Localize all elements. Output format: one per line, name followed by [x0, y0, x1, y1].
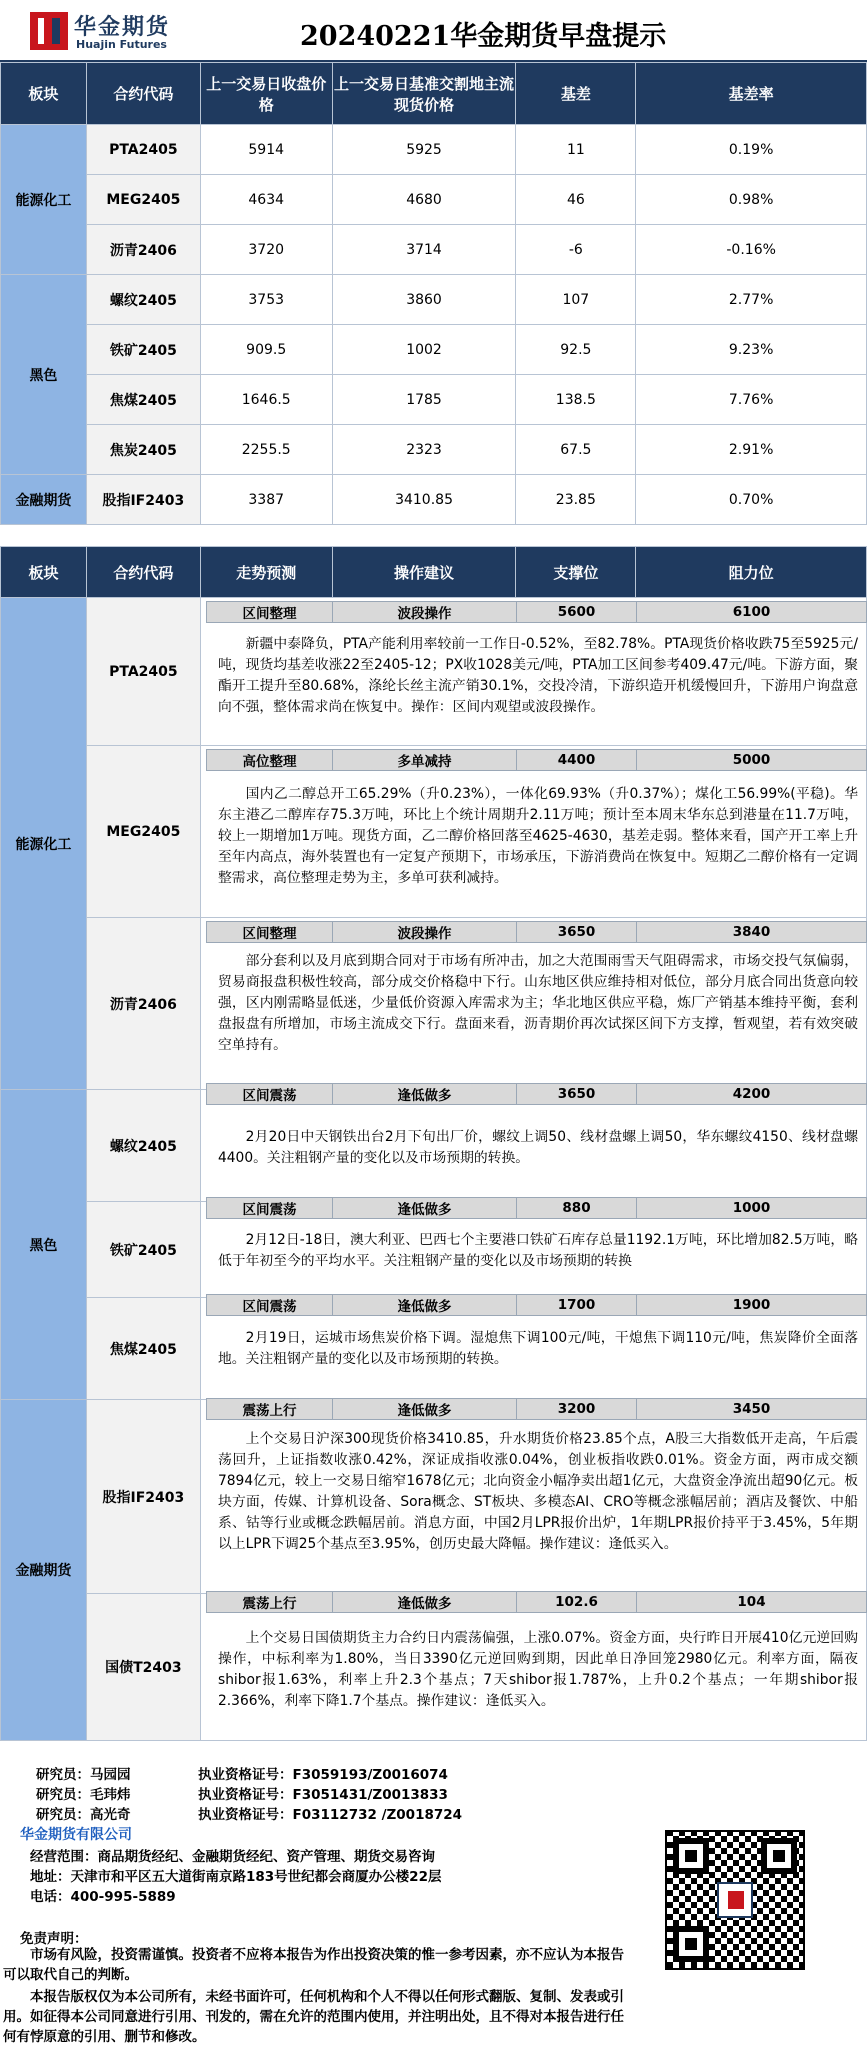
basis: 46: [516, 175, 636, 225]
license-label: 执业资格证号：: [198, 1787, 293, 1803]
commentary-text: 2月12日-18日，澳大利亚、巴西七个主要港口铁矿石库存总量1192.1万吨，环比增加82.5万吨，略低于年初至今的平均水平。关注粗钢产量的变化以及市场预期的转换: [218, 1232, 858, 1269]
contract-code: MEG2405: [86, 746, 200, 918]
indicator-strip: [206, 1591, 867, 1613]
col-header-close: 上一交易日收盘价格: [200, 63, 332, 125]
trend-value: 高位整理: [207, 750, 333, 771]
col-header-sector: 板块: [1, 547, 87, 598]
col-header-resistance: 阻力位: [636, 547, 867, 598]
trend-value: 震荡上行: [207, 1592, 333, 1613]
indicator-strip: [206, 749, 867, 771]
commentary-text: 上个交易日沪深300现货价格3410.85，升水期货价格23.85个点，A股三大指数低开走高，午后震荡回升，上证指数收涨0.42%，深证成指收涨0.04%，创业板指收跌0.01%。资金方面，两市成交额7894亿元，较上一交易日缩窄1678亿元；北向资金小幅净卖出超1亿元，大盘资金净流出超90亿元。板块方面，传媒、计算机设备、Sora概念、ST板块、多模态AI、CRO等概念涨幅居前；酒店及餐饮、中船系、钴等行业或概念跌幅居前。消息方面，中国2月LPR报价出炉，1年期LPR报价持平于3.45%，5年期以上LPR下调25个基点至3.95%，创历史最大降幅。操作建议：逢低买入。: [218, 1431, 858, 1552]
close-price: 3387: [200, 475, 332, 525]
footer: [0, 1741, 867, 2057]
commentary-text: 2月19日，运城市场焦炭价格下调。湿熄焦下调100元/吨，干熄焦下调110元/吨，焦炭降价全面落地。关注粗钢产量的变化以及市场预期的转换。: [218, 1330, 858, 1367]
col-header-basis: 基差: [516, 63, 636, 125]
indicator-strip: [206, 601, 867, 623]
commentary-text: 新疆中泰降负，PTA产能利用率较前一工作日-0.52%，至82.78%。PTA现货价格收跌75至5925元/吨，现货均基差收涨22至2405-12；PX收1028美元/吨，PTA加工区间参考409.47元/吨。下游方面，聚酯开工提升至80.68%，涤纶长丝主流产销30.1%，交投冷清，下游织造开机缓慢回升，下游用户询盘意向不强，整体需求尚在恢复中。操作：区间内观望或波段操作。: [218, 636, 858, 715]
table-row: [1, 275, 867, 325]
trend-value: 区间整理: [207, 922, 333, 943]
resistance-value: 1000: [637, 1198, 867, 1219]
disclaimer-text-1: 市场有风险，投资需谨慎。投资者不应将本报告为作出投资决策的惟一参考因素，亦不应认为本报告可以取代自己的判断。: [3, 1947, 624, 1983]
table-row: [1, 475, 867, 525]
sector-cell: 能源化工: [1, 125, 87, 275]
qr-code-icon: [665, 1830, 805, 1970]
support-value: 3650: [517, 1084, 637, 1105]
analyst-role: 研究员：: [36, 1787, 90, 1803]
analyst-row: [36, 1763, 131, 1783]
basis: 11: [516, 125, 636, 175]
trend-value: 区间整理: [207, 602, 333, 623]
advice-value: 波段操作: [333, 602, 517, 623]
spot-price: 3714: [332, 225, 516, 275]
analyst-name: 马园园: [90, 1767, 131, 1783]
license-id: F3051431/Z0013833: [292, 1787, 448, 1803]
table-row: [1, 425, 867, 475]
spot-price: 3410.85: [332, 475, 516, 525]
logo-text-cn: 华金期货: [74, 15, 171, 40]
resistance-value: 1900: [637, 1295, 867, 1316]
company-phone: 电话：400-995-5889: [30, 1889, 176, 1905]
table-row: [1, 325, 867, 375]
basis-rate: 2.91%: [636, 425, 867, 475]
basis-table: [0, 62, 867, 525]
contract-code: PTA2405: [86, 598, 200, 746]
spot-price: 2323: [332, 425, 516, 475]
spot-price: 1785: [332, 375, 516, 425]
analyst-license: [198, 1763, 448, 1783]
outlook-table-header: [1, 547, 867, 598]
spot-price: 1002: [332, 325, 516, 375]
close-price: 3720: [200, 225, 332, 275]
close-price: 4634: [200, 175, 332, 225]
contract-code: 螺纹2405: [86, 275, 200, 325]
contract-code: 股指IF2403: [86, 475, 200, 525]
basis: 92.5: [516, 325, 636, 375]
indicator-strip: [206, 1294, 867, 1316]
trend-value: 区间震荡: [207, 1084, 333, 1105]
support-value: 3650: [517, 922, 637, 943]
page-title: 20240221华金期货早盘提示: [300, 21, 667, 52]
advice-value: 逢低做多: [333, 1198, 517, 1219]
huajin-logo-icon: [30, 12, 68, 50]
col-header-code: 合约代码: [86, 547, 200, 598]
basis-rate: -0.16%: [636, 225, 867, 275]
sector-cell: 黑色: [1, 275, 87, 475]
close-price: 1646.5: [200, 375, 332, 425]
basis-rate: 0.98%: [636, 175, 867, 225]
col-header-trend: 走势预测: [200, 547, 332, 598]
basis: 23.85: [516, 475, 636, 525]
analyst-role: 研究员：: [36, 1807, 90, 1823]
resistance-value: 5000: [637, 750, 867, 771]
license-id: F03112732 /Z0018724: [292, 1807, 463, 1823]
resistance-value: 3840: [637, 922, 867, 943]
indicator-strip: [206, 921, 867, 943]
close-price: 5914: [200, 125, 332, 175]
close-price: 3753: [200, 275, 332, 325]
commentary-text: 部分套利以及月底到期合同对于市场有所冲击，加之大范围雨雪天气阻碍需求，市场交投气氛偏弱，贸易商报盘积极性较高，部分成交价格稳中下行。山东地区供应维持相对低位，部分月底合同出货意向较强，区内刚需略显低迷，少量低价资源入库需求为主；华北地区供应平稳，炼厂产销基本维持平衡，套利盘报盘有所增加，市场主流成交下行。盘面来看，沥青期价再次试探区间下方支撑，暂观望，若有效突破空单持有。: [218, 953, 858, 1053]
commentary-text: 2月20日中天钢铁出台2月下旬出厂价，螺纹上调50、线材盘螺上调50，华东螺纹4150、线材盘螺4400。关注粗钢产量的变化以及市场预期的转换。: [218, 1129, 858, 1166]
support-value: 3200: [517, 1399, 637, 1420]
company-address: 地址：天津市和平区五大道街南京路183号世纪都会商厦办公楼22层: [30, 1869, 442, 1885]
trend-value: 区间震荡: [207, 1295, 333, 1316]
sector-cell: 黑色: [1, 1090, 87, 1400]
advice-value: 波段操作: [333, 922, 517, 943]
advice-value: 逢低做多: [333, 1295, 517, 1316]
license-id: F3059193/Z0016074: [292, 1767, 448, 1783]
analyst-row: [36, 1783, 131, 1803]
contract-code: MEG2405: [86, 175, 200, 225]
analyst-name: 毛玮炜: [90, 1787, 131, 1803]
support-value: 5600: [517, 602, 637, 623]
col-header-sector: 板块: [1, 63, 87, 125]
license-label: 执业资格证号：: [198, 1807, 293, 1823]
basis: -6: [516, 225, 636, 275]
basis-rate: 7.76%: [636, 375, 867, 425]
advice-value: 多单减持: [333, 750, 517, 771]
resistance-value: 6100: [637, 602, 867, 623]
contract-code: 螺纹2405: [86, 1090, 200, 1202]
contract-code: 沥青2406: [86, 225, 200, 275]
resistance-value: 4200: [637, 1084, 867, 1105]
spot-price: 4680: [332, 175, 516, 225]
support-value: 4400: [517, 750, 637, 771]
close-price: 909.5: [200, 325, 332, 375]
basis-rate: 0.70%: [636, 475, 867, 525]
disclaimer-text-2: 本报告版权仅为本公司所有，未经书面许可，任何机构和个人不得以任何形式翻版、复制、发表或引用。如征得本公司同意进行引用、刊发的，需在允许的范围内使用，并注明出处，且不得对本报告进行任何有悖原意的引用、删节和修改。: [3, 1989, 624, 2045]
spot-price: 5925: [332, 125, 516, 175]
analyst-license: [198, 1783, 448, 1803]
indicator-strip: [206, 1398, 867, 1420]
basis-table-header: [1, 63, 867, 125]
resistance-value: 3450: [637, 1399, 867, 1420]
contract-code: 铁矿2405: [86, 325, 200, 375]
contract-code: 焦炭2405: [86, 425, 200, 475]
basis: 107: [516, 275, 636, 325]
contract-code: 焦煤2405: [86, 375, 200, 425]
table-row: [1, 175, 867, 225]
basis-rate: 2.77%: [636, 275, 867, 325]
resistance-value: 104: [637, 1592, 867, 1613]
analyst-license: [198, 1803, 462, 1823]
col-header-support: 支撑位: [516, 547, 636, 598]
business-scope: 经营范围：商品期货经纪、金融期货经纪、资产管理、期货交易咨询: [30, 1849, 435, 1865]
contract-code: 股指IF2403: [86, 1400, 200, 1594]
contract-code: 沥青2406: [86, 918, 200, 1090]
col-header-basis-rate: 基差率: [636, 63, 867, 125]
sector-cell: 金融期货: [1, 1400, 87, 1741]
support-value: 102.6: [517, 1592, 637, 1613]
company-name: 华金期货有限公司: [20, 1827, 132, 1843]
contract-code: 焦煤2405: [86, 1298, 200, 1400]
contract-code: 铁矿2405: [86, 1202, 200, 1298]
disclaimer-title: 免责声明：: [20, 1931, 88, 1947]
basis: 138.5: [516, 375, 636, 425]
col-header-advice: 操作建议: [332, 547, 516, 598]
table-row: [1, 125, 867, 175]
table-row: [1, 375, 867, 425]
basis: 67.5: [516, 425, 636, 475]
contract-code: 国债T2403: [86, 1594, 200, 1741]
logo-text-en: Huajin Futures: [76, 38, 167, 51]
basis-rate: 0.19%: [636, 125, 867, 175]
support-value: 880: [517, 1198, 637, 1219]
advice-value: 逢低做多: [333, 1399, 517, 1420]
analyst-role: 研究员：: [36, 1767, 90, 1783]
basis-rate: 9.23%: [636, 325, 867, 375]
analyst-name: 高光奇: [90, 1807, 131, 1823]
advice-value: 逢低做多: [333, 1084, 517, 1105]
spot-price: 3860: [332, 275, 516, 325]
col-header-code: 合约代码: [86, 63, 200, 125]
trend-value: 震荡上行: [207, 1399, 333, 1420]
license-label: 执业资格证号：: [198, 1767, 293, 1783]
analyst-row: [36, 1803, 131, 1823]
advice-value: 逢低做多: [333, 1592, 517, 1613]
col-header-spot: 上一交易日基准交割地主流现货价格: [332, 63, 516, 125]
commentary-text: 国内乙二醇总开工65.29%（升0.23%），一体化69.93%（升0.37%）；煤化工56.99%(平稳)。华东主港乙二醇库存75.3万吨，环比上个统计周期升2.11万吨；预计至本周末华东总到港量在11.7万吨，较上一期增加1万吨。现货方面，乙二醇价格回落至4625-4630，基差走弱。整体来看，国产开工率上升至年内高点，海外装置也有一定复产预期下，市场承压，下游消费尚在恢复中。短期乙二醇价格有一定调整需求，高位整理走势为主，多单可获利减持。: [218, 786, 858, 886]
close-price: 2255.5: [200, 425, 332, 475]
indicator-strip: [206, 1083, 867, 1105]
support-value: 1700: [517, 1295, 637, 1316]
table-row: [1, 225, 867, 275]
contract-code: PTA2405: [86, 125, 200, 175]
trend-value: 区间震荡: [207, 1198, 333, 1219]
indicator-strip: [206, 1197, 867, 1219]
sector-cell: 金融期货: [1, 475, 87, 525]
commentary-text: 上个交易日国债期货主力合约日内震荡偏强，上涨0.07%。资金方面，央行昨日开展410亿元逆回购操作，中标利率为1.80%，当日3390亿元逆回购到期，因此单日净回笼2980亿元。利率方面，隔夜shibor报1.63%，利率上升2.3个基点；7天shibor报1.787%，上升0.2个基点；一年期shibor报2.366%，利率下降1.7个基点。操作建议：逢低买入。: [218, 1630, 858, 1709]
header: [0, 0, 867, 62]
sector-cell: 能源化工: [1, 598, 87, 1090]
